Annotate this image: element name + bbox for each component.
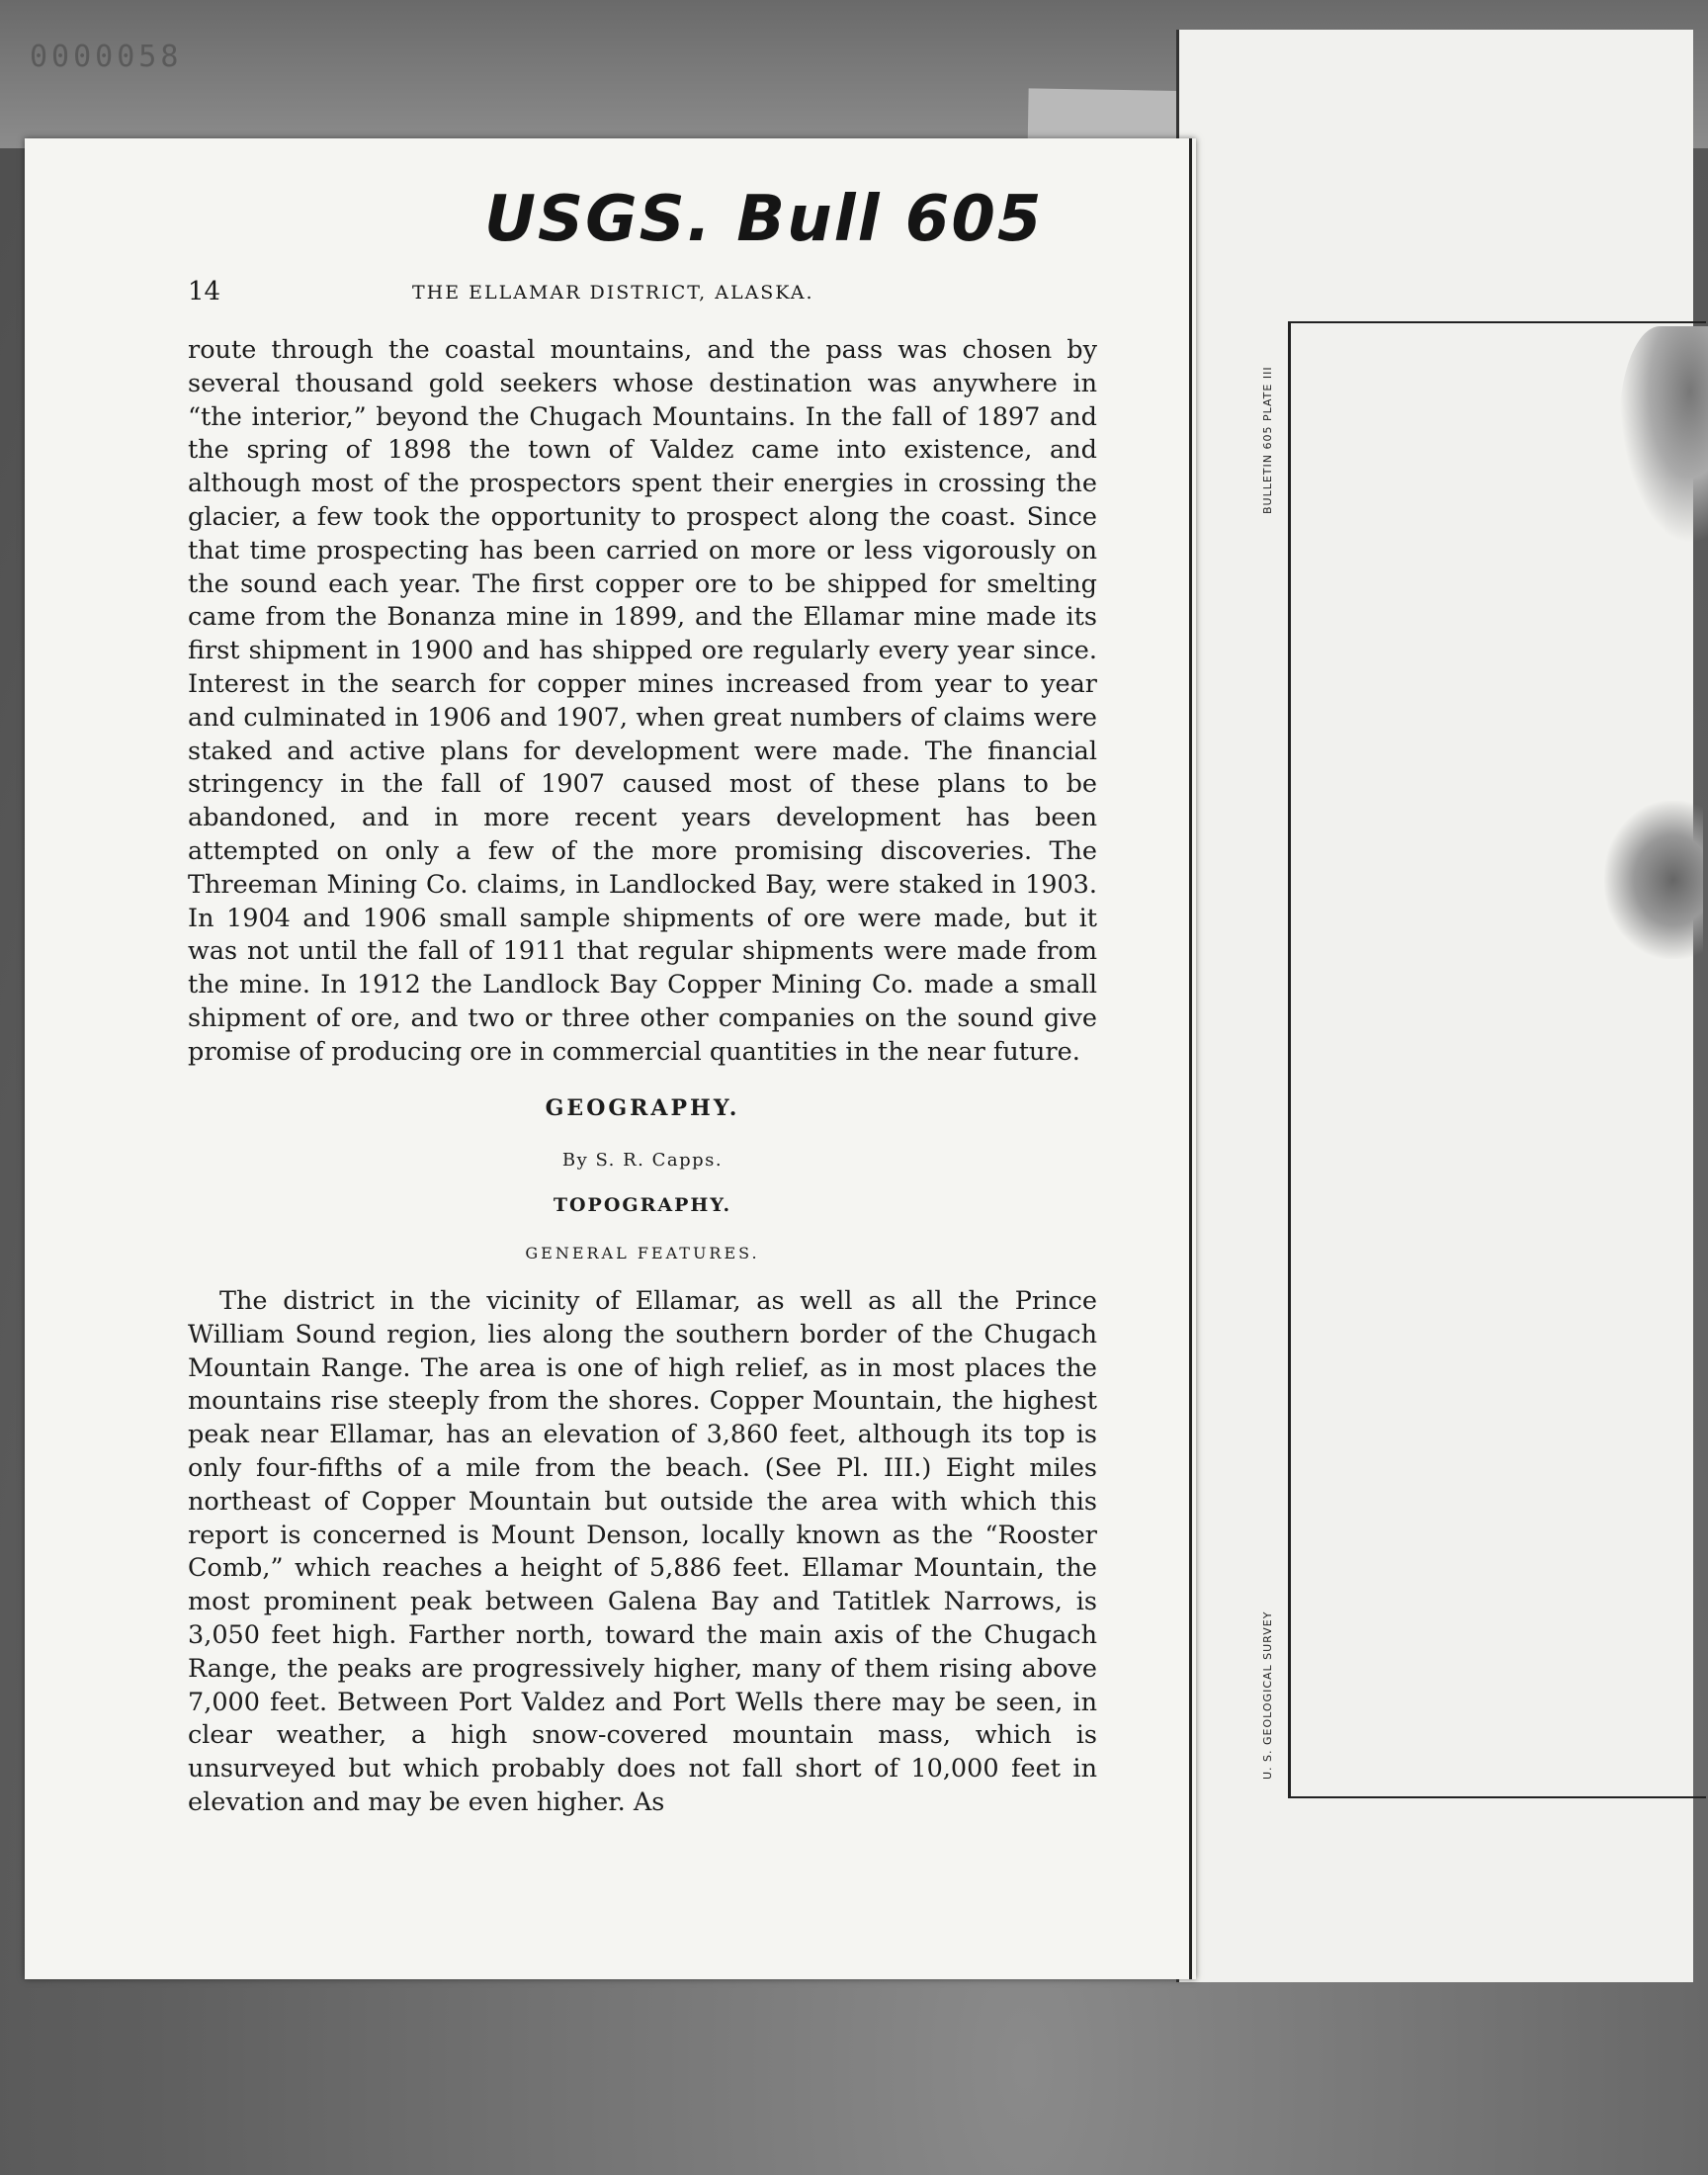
heading-geography: GEOGRAPHY. [545,1095,740,1121]
heading-topography: TOPOGRAPHY. [553,1194,732,1216]
text-page [25,138,1192,1979]
paragraph-text: route through the coastal mountains, and the pass was chosen by several thousand gold seekers whose destination was anywhere in “the interior,” beyond the Chugach Mountains. In the fall of 1897 and the spring of 1898 the town of Valdez came into existence, and although most of the prospectors spent their energies in crossing the glacier, a few took the opportunity to prospect along the coast. Since that time prospecting has been carried on more or less vigorously on the sound each year. The first copper ore to be shipped for smelting came from the Bonanza mine in 1899, and the Ellamar mine made its first shipment in 1900 and has shipped ore regularly every year since. Interest in the search for copper mines increased from year to year and culminated in 1906 and 1907, when great numbers of claims were staked and active plans for development were made. The financial stringency in the fall of 1907 caused most of these plans to be abandoned, and in more recent years development has been attempted on only a few of the more promising discoveries. The Threeman Mining Co. claims, in Landlocked Bay, were staked in 1903. In 1904 and 1906 small sample shipments of ore were made, but it was not until the fall of 1911 that regular shipments were made from the mine. In 1912 the Landlock Bay Copper Mining Co. made a small shipment of ore, and two or three other companies on the sound give promise of producing ore in commercial quantities in the near future. [188,335,1097,1067]
paragraph-text: The district in the vicinity of Ellamar, as well as all the Prince William Sound region, lies along the southern border of the Chugach Mountain Range. The area is one of high relief, as in most places the mountains rise steeply from the shores. Copper Mountain, the highest peak near Ellamar, has an elevation of 3,860 feet, although its top is only four-fifths of a mile from the beach. (See Pl. III.) Eight miles northeast of Copper Mountain but outside the area with which this report is concerned is Mount Denson, locally known as the “Rooster Comb,” which reaches a height of 5,886 feet. Ellamar Mountain, the most prominent peak between Galena Bay and Tatitlek Narrows, is 3,050 feet high. Farther north, toward the main axis of the Chugach Range, the peaks are progressively higher, many of them rising above 7,000 feet. Between Port Valdez and Port Wells there may be seen, in clear weather, a high snow-covered mountain mass, which is unsurveyed but which probably does not fall short of 10,000 feet in elevation and may be even higher. As [188,1286,1097,1817]
map-island-fragment [1604,801,1703,959]
document-page [25,138,1196,1979]
faint-frame-number: 0000058 [30,40,183,74]
author-byline: By S. R. Capps. [561,1150,724,1171]
plate-bulletin-label: BULLETIN 605 PLATE III [1261,366,1274,514]
plate-map-frame [1288,321,1706,1798]
running-head [188,277,1097,316]
facing-plate-page [1176,30,1693,1982]
handwritten-note: USGS. Bull 605 [484,183,1044,256]
body-paragraph-2 [188,1285,1097,1820]
page-number: 14 [188,277,221,306]
plate-survey-label: U. S. GEOLOGICAL SURVEY [1261,1610,1274,1780]
body-paragraph-1 [188,334,1097,1070]
running-title: THE ELLAMAR DISTRICT, ALASKA. [412,282,814,304]
heading-general-features: GENERAL FEATURES. [525,1244,760,1262]
